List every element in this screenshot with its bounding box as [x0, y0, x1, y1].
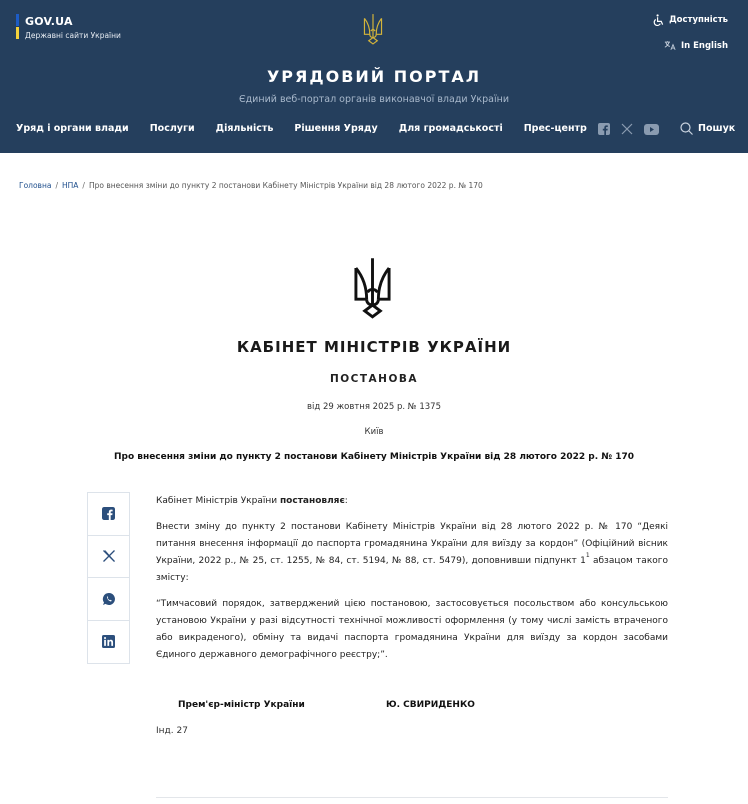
breadcrumb — [19, 181, 483, 190]
header-socials — [598, 123, 659, 135]
document-index: Інд. 27 — [156, 726, 188, 736]
brand-subtitle: Державні сайти України — [25, 31, 121, 40]
youtube-icon[interactable] — [644, 124, 659, 135]
intro-suffix: : — [344, 496, 348, 506]
superscript-index: 1 — [585, 552, 590, 559]
wheelchair-icon — [653, 14, 664, 26]
flag-yellow-bar — [16, 27, 19, 39]
intro-paragraph — [156, 493, 668, 510]
search-icon — [680, 122, 693, 135]
quoted-paragraph: “Тимчасовий порядок, затверджений цією постановою, застосовується посольством або консульською установою України у разі відсутності технічної можливості оформлення (у тому числі замість втраченого або викраденого), обміну та видачі паспорта громадянина України для виїзду за кордон засобами Єдиного державного демографічного реєстру;”. — [156, 599, 668, 660]
document-city: Київ — [364, 427, 384, 437]
nav-item-activity[interactable]: Діяльність — [215, 123, 274, 134]
x-icon — [102, 549, 116, 563]
amendment-text-end: абзацом такого змісту: — [156, 556, 668, 583]
portal-subtitle: Єдиний веб-портал органів виконавчої влади України — [238, 94, 509, 105]
linkedin-icon — [102, 635, 115, 648]
whatsapp-icon — [102, 592, 116, 606]
portal-title[interactable]: УРЯДОВИЙ ПОРТАЛ — [266, 67, 482, 86]
breadcrumb-separator: / — [55, 181, 58, 190]
signatory-name: Ю. СВИРИДЕНКО — [386, 700, 475, 710]
document-date-number: від 29 жовтня 2025 р. № 1375 — [307, 402, 441, 412]
brand-title: GOV.UA — [25, 15, 73, 28]
search-button[interactable] — [680, 122, 735, 135]
intro-decides: постановляє — [279, 496, 345, 506]
breadcrumb-separator: / — [82, 181, 85, 190]
footer-divider — [156, 797, 668, 798]
amendment-text: Внести зміну до пункту 2 постанови Кабінету Міністрів України від 28 лютого 2022 р. № 170 “Деякі питання внесення інформації до паспорта громадянина України для виїзду за кордон” (Офіційний вісник України, 2022 р., № 25, ст. 1255, № 84, ст. 5194, № 88, ст. 5479), доповнивши підпункт 1 — [156, 522, 668, 566]
facebook-icon[interactable] — [598, 123, 610, 135]
accessibility-label: Доступність — [669, 15, 728, 25]
trident-emblem-icon[interactable] — [362, 13, 384, 45]
document-heading: Про внесення зміни до пункту 2 постанови Кабінету Міністрів України від 28 лютого 2022 р. № 170 — [113, 452, 634, 462]
breadcrumb-current: Про внесення зміни до пункту 2 постанови Кабінету Міністрів України від 28 лютого 2022 р. № 170 — [88, 181, 483, 190]
signatory-role: Прем'єр-міністр України — [178, 700, 305, 710]
intro-prefix: Кабінет Міністрів України — [156, 496, 280, 506]
translate-icon — [664, 40, 676, 51]
nav-item-press-center[interactable]: Прес-центр — [523, 123, 587, 134]
share-whatsapp-button[interactable] — [88, 578, 129, 621]
document-body — [156, 493, 668, 673]
language-switch-link[interactable] — [664, 40, 728, 51]
breadcrumb-home[interactable]: Головна — [19, 181, 52, 190]
site-header — [0, 0, 748, 153]
language-label: In English — [680, 40, 728, 51]
amendment-paragraph — [156, 519, 668, 587]
coat-of-arms-icon — [353, 256, 392, 319]
document-type: ПОСТАНОВА — [329, 373, 419, 385]
share-x-button[interactable] — [88, 536, 129, 579]
nav-item-government[interactable]: Уряд і органи влади — [16, 123, 129, 134]
flag-blue-bar — [16, 14, 19, 26]
share-panel — [87, 492, 130, 664]
document-organization: КАБІНЕТ МІНІСТРІВ УКРАЇНИ — [236, 338, 512, 356]
share-linkedin-button[interactable] — [88, 621, 129, 664]
x-icon[interactable] — [621, 123, 633, 135]
accessibility-link[interactable] — [653, 14, 728, 26]
search-label: Пошук — [698, 123, 736, 134]
nav-item-services[interactable]: Послуги — [149, 123, 195, 134]
share-facebook-button[interactable] — [88, 493, 129, 536]
nav-item-public[interactable]: Для громадськості — [398, 123, 503, 134]
main-nav — [16, 123, 608, 134]
breadcrumb-npa[interactable]: НПА — [62, 181, 79, 190]
facebook-icon — [102, 507, 115, 520]
nav-item-decisions[interactable]: Рішення Уряду — [294, 123, 378, 134]
